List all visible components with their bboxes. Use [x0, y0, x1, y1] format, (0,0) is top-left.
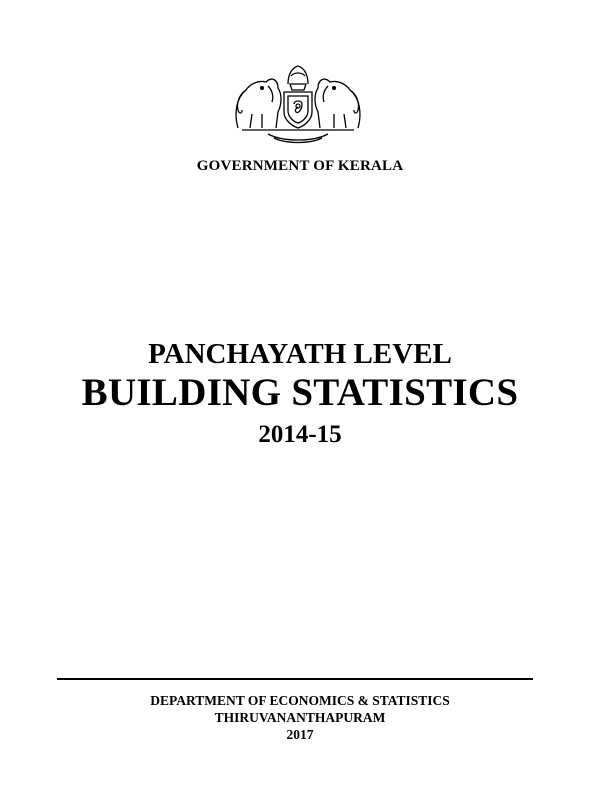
title-line-building-statistics: BUILDING STATISTICS: [81, 371, 519, 414]
government-title: GOVERNMENT OF KERALA: [196, 158, 404, 174]
title-line-year: 2014-15: [258, 421, 342, 448]
title-line-panchayath-level: PANCHAYATH LEVEL: [148, 338, 452, 370]
kerala-state-emblem-icon: [228, 54, 368, 150]
publisher-block: [0, 692, 600, 743]
report-title: [0, 337, 600, 453]
publisher-city: THIRUVANANTHAPURAM: [214, 710, 386, 725]
publication-year: 2017: [286, 727, 314, 742]
footer-divider: [57, 678, 533, 680]
department-name: DEPARTMENT OF ECONOMICS & STATISTICS: [150, 693, 450, 708]
